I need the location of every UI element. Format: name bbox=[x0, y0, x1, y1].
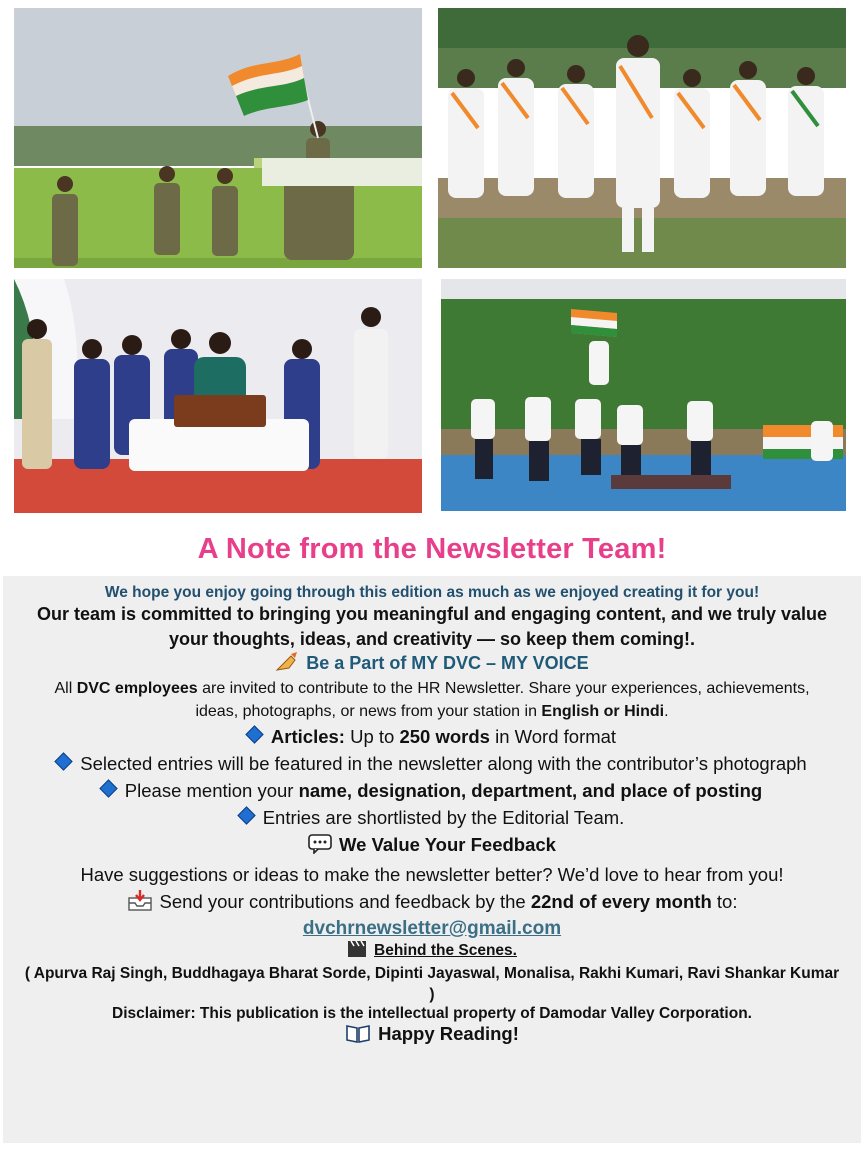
shortlisted-item: Entries are shortlisted by the Editorial Team. bbox=[3, 804, 861, 831]
featured-item: Selected entries will be featured in the newsletter along with the contributor’s photograph bbox=[42, 750, 822, 777]
intro-text: We hope you enjoy going through this edition as much as we enjoyed creating it for you! bbox=[104, 584, 760, 601]
photo-ncc-flag bbox=[14, 8, 422, 268]
photo-cultural-performance bbox=[14, 279, 422, 513]
behind-scenes-title: Behind the Scenes. bbox=[3, 940, 861, 963]
commitment-text: Our team is committed to bringing you meaningful and engaging content, and we truly value your thoughts, ideas, and creativity — so keep them coming!. bbox=[36, 604, 828, 649]
contact-email-link[interactable]: dvchrnewsletter@gmail.com bbox=[302, 918, 562, 939]
blue-diamond-icon bbox=[99, 779, 117, 797]
speech-bubble-icon bbox=[308, 834, 332, 861]
closing-line: Happy Reading! bbox=[3, 1023, 861, 1048]
mention-item: Please mention your name, designation, department, and place of posting bbox=[3, 777, 861, 804]
articles-item: Articles: Up to 250 words in Word format bbox=[3, 723, 861, 750]
team-names: ( Apurva Raj Singh, Buddhagaya Bharat Sorde, Dipinti Jayaswal, Monalisa, Rakhi Kumari, Ravi Shankar Kumar ) bbox=[24, 965, 840, 1003]
blue-diamond-icon bbox=[237, 806, 255, 824]
disclaimer-text: Disclaimer: This publication is the intellectual property of Damodar Valley Corporation. bbox=[112, 1005, 752, 1022]
send-instructions: Send your contributions and feedback by the 22nd of every month to: bbox=[3, 888, 861, 918]
open-book-icon bbox=[345, 1023, 371, 1048]
photo-human-pyramid bbox=[441, 279, 846, 511]
feedback-title: We Value Your Feedback bbox=[3, 831, 861, 861]
writing-hand-icon bbox=[275, 652, 299, 677]
newsletter-note-panel bbox=[3, 576, 861, 1143]
inbox-tray-icon bbox=[127, 889, 153, 918]
invite-text: All DVC employees are invited to contribute to the HR Newsletter. Share your experiences, achievements, ideas, photographs, or news from your station in English or Hindi. bbox=[54, 680, 810, 720]
feedback-text: Have suggestions or ideas to make the newsletter better? We’d love to hear from you! bbox=[80, 864, 784, 885]
clapperboard-icon bbox=[347, 940, 367, 963]
photo-students-assembly bbox=[438, 8, 846, 268]
blue-diamond-icon bbox=[55, 752, 73, 770]
be-part-title: Be a Part of MY DVC – MY VOICE bbox=[3, 652, 861, 677]
section-heading: A Note from the Newsletter Team! bbox=[197, 533, 667, 565]
blue-diamond-icon bbox=[245, 725, 263, 743]
